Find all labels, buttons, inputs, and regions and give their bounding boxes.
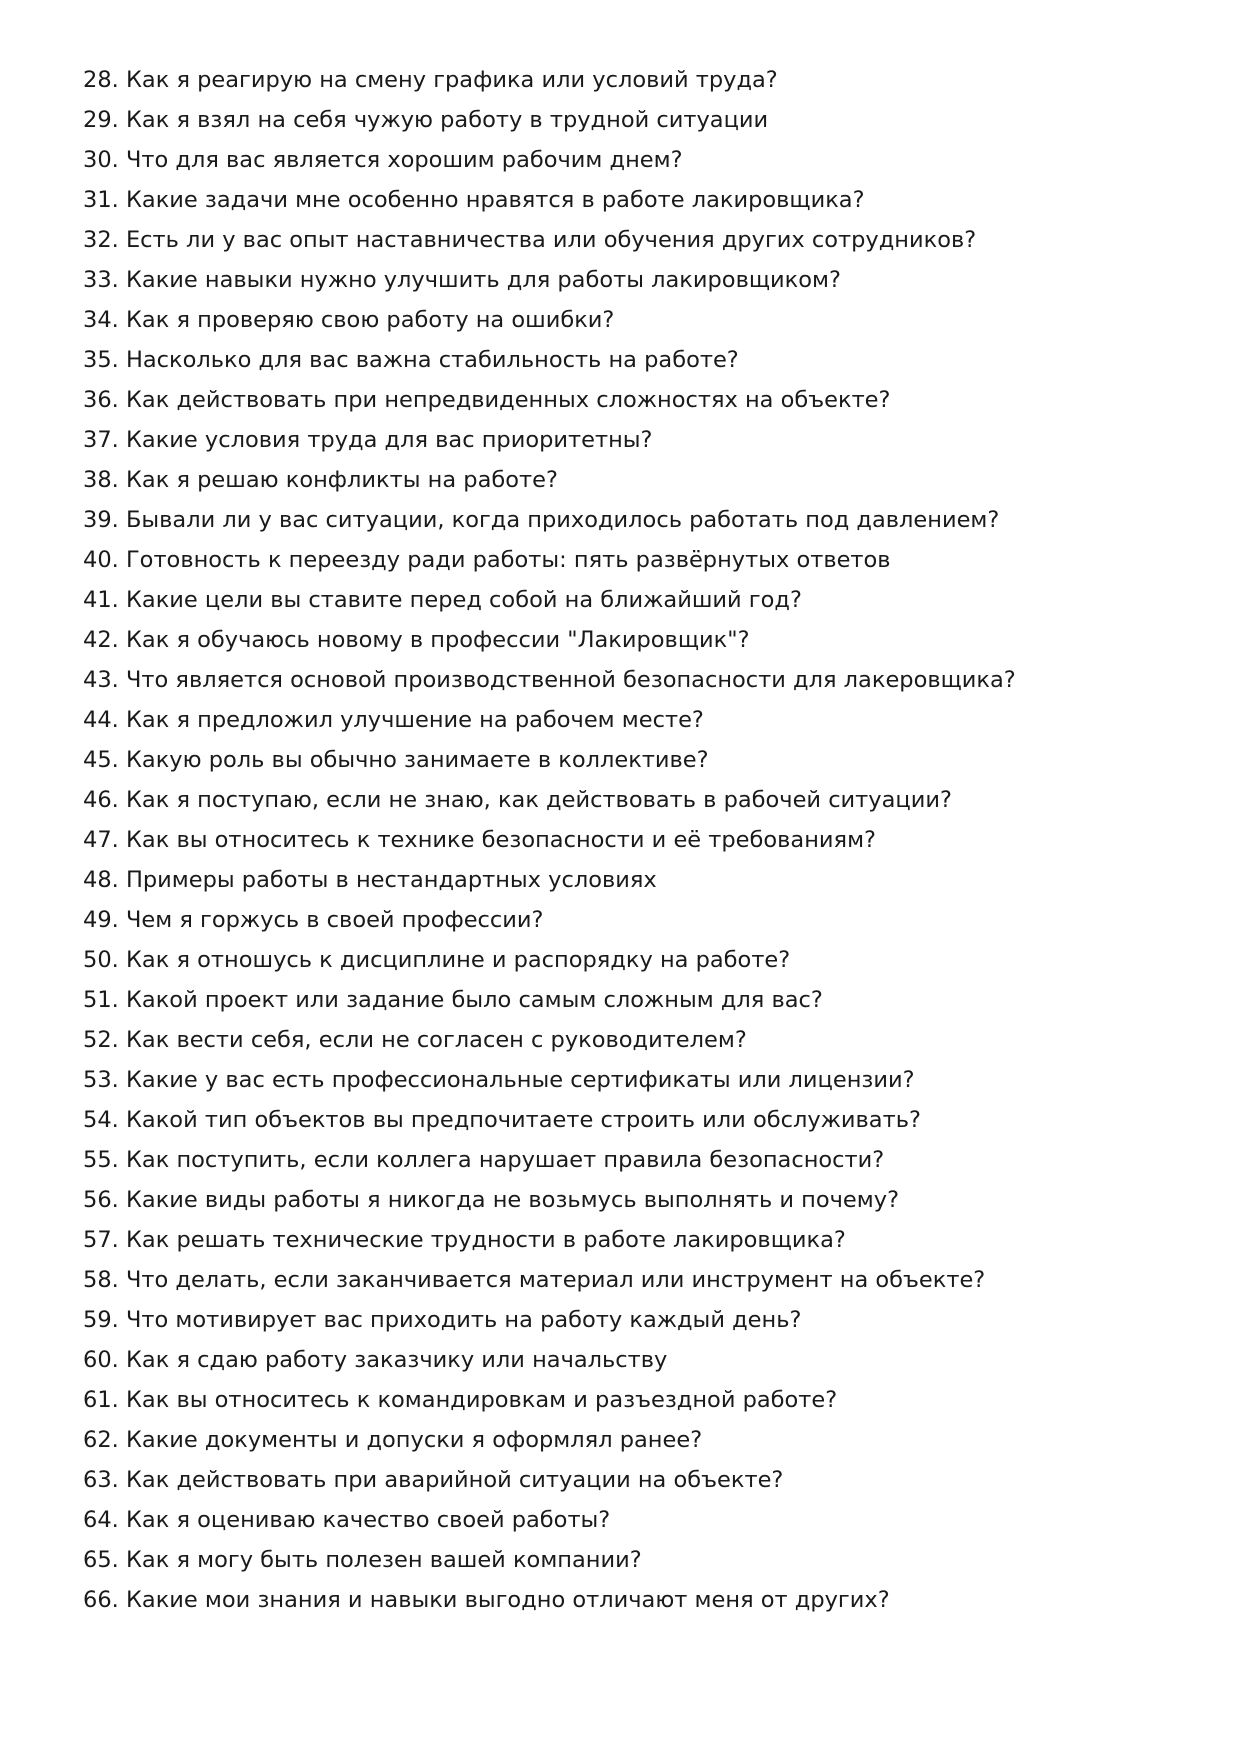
question-item — [83, 1460, 1183, 1500]
question-item — [83, 1140, 1183, 1180]
question-text: Как действовать при аварийной ситуации на объекте? — [125, 1467, 784, 1493]
question-number: 38. — [83, 467, 119, 493]
question-number: 45. — [83, 747, 119, 773]
question-text: Чем я горжусь в своей профессии? — [125, 907, 544, 933]
question-text: Как решать технические трудности в работе лакировщика? — [125, 1227, 846, 1253]
question-item — [83, 340, 1183, 380]
question-text: Что мотивирует вас приходить на работу каждый день? — [125, 1307, 802, 1333]
question-text: Какие мои знания и навыки выгодно отличают меня от других? — [125, 1587, 890, 1613]
question-text: Как я проверяю свою работу на ошибки? — [125, 307, 615, 333]
question-number: 57. — [83, 1227, 119, 1253]
question-item — [83, 1020, 1183, 1060]
question-item — [83, 260, 1183, 300]
question-number: 28. — [83, 67, 119, 93]
question-text: Бывали ли у вас ситуации, когда приходилось работать под давлением? — [125, 507, 1000, 533]
question-item — [83, 740, 1183, 780]
question-text: Какие документы и допуски я оформлял ранее? — [125, 1427, 703, 1453]
question-item — [83, 1500, 1183, 1540]
question-text: Какие виды работы я никогда не возьмусь выполнять и почему? — [125, 1187, 900, 1213]
question-number: 32. — [83, 227, 119, 253]
question-item — [83, 300, 1183, 340]
question-number: 55. — [83, 1147, 119, 1173]
question-number: 49. — [83, 907, 119, 933]
question-number: 29. — [83, 107, 119, 133]
question-text: Какой проект или задание было самым сложным для вас? — [125, 987, 823, 1013]
question-item — [83, 700, 1183, 740]
question-number: 60. — [83, 1347, 119, 1373]
question-item — [83, 620, 1183, 660]
question-item — [83, 540, 1183, 580]
question-text: Как я взял на себя чужую работу в трудной ситуации — [125, 107, 769, 133]
question-number: 35. — [83, 347, 119, 373]
question-number: 51. — [83, 987, 119, 1013]
question-item — [83, 1420, 1183, 1460]
question-item — [83, 460, 1183, 500]
question-number: 40. — [83, 547, 119, 573]
question-list — [83, 60, 1183, 1620]
question-item — [83, 1100, 1183, 1140]
question-item — [83, 1220, 1183, 1260]
question-item — [83, 380, 1183, 420]
question-number: 59. — [83, 1307, 119, 1333]
question-item — [83, 1580, 1183, 1620]
question-text: Что делать, если заканчивается материал или инструмент на объекте? — [125, 1267, 986, 1293]
question-number: 47. — [83, 827, 119, 853]
question-number: 52. — [83, 1027, 119, 1053]
question-text: Как я обучаюсь новому в профессии "Лакировщик"? — [125, 627, 750, 653]
question-number: 42. — [83, 627, 119, 653]
question-item — [83, 860, 1183, 900]
question-text: Как я поступаю, если не знаю, как действовать в рабочей ситуации? — [125, 787, 952, 813]
question-number: 33. — [83, 267, 119, 293]
question-item — [83, 1060, 1183, 1100]
question-item — [83, 1380, 1183, 1420]
question-text: Как я решаю конфликты на работе? — [125, 467, 558, 493]
question-number: 41. — [83, 587, 119, 613]
question-item — [83, 1300, 1183, 1340]
question-text: Как я оцениваю качество своей работы? — [125, 1507, 611, 1533]
question-number: 53. — [83, 1067, 119, 1093]
question-number: 48. — [83, 867, 119, 893]
question-item — [83, 900, 1183, 940]
question-item — [83, 580, 1183, 620]
question-number: 58. — [83, 1267, 119, 1293]
question-item — [83, 1180, 1183, 1220]
question-item — [83, 1540, 1183, 1580]
question-text: Как я предложил улучшение на рабочем месте? — [125, 707, 704, 733]
question-number: 61. — [83, 1387, 119, 1413]
question-number: 65. — [83, 1547, 119, 1573]
question-text: Что является основой производственной безопасности для лакеровщика? — [125, 667, 1016, 693]
question-text: Как я реагирую на смену графика или условий труда? — [125, 67, 778, 93]
question-number: 30. — [83, 147, 119, 173]
question-text: Как я сдаю работу заказчику или начальству — [125, 1347, 668, 1373]
question-text: Какой тип объектов вы предпочитаете строить или обслуживать? — [125, 1107, 921, 1133]
question-item — [83, 60, 1183, 100]
question-text: Примеры работы в нестандартных условиях — [125, 867, 657, 893]
question-item — [83, 100, 1183, 140]
question-number: 43. — [83, 667, 119, 693]
question-item — [83, 780, 1183, 820]
question-number: 36. — [83, 387, 119, 413]
question-number: 46. — [83, 787, 119, 813]
question-item — [83, 220, 1183, 260]
question-text: Как я отношусь к дисциплине и распорядку на работе? — [125, 947, 791, 973]
question-number: 64. — [83, 1507, 119, 1533]
question-item — [83, 1260, 1183, 1300]
question-text: Как вы относитесь к командировкам и разъездной работе? — [125, 1387, 838, 1413]
question-text: Какие навыки нужно улучшить для работы лакировщиком? — [125, 267, 841, 293]
question-text: Какую роль вы обычно занимаете в коллективе? — [125, 747, 709, 773]
question-text: Какие условия труда для вас приоритетны? — [125, 427, 653, 453]
question-number: 62. — [83, 1427, 119, 1453]
question-text: Какие у вас есть профессиональные сертификаты или лицензии? — [125, 1067, 915, 1093]
question-number: 56. — [83, 1187, 119, 1213]
question-item — [83, 980, 1183, 1020]
question-text: Как вести себя, если не согласен с руководителем? — [125, 1027, 747, 1053]
question-number: 39. — [83, 507, 119, 533]
question-text: Какие задачи мне особенно нравятся в работе лакировщика? — [125, 187, 865, 213]
question-number: 50. — [83, 947, 119, 973]
question-number: 54. — [83, 1107, 119, 1133]
question-item — [83, 180, 1183, 220]
question-item — [83, 1340, 1183, 1380]
question-number: 66. — [83, 1587, 119, 1613]
question-text: Как поступить, если коллега нарушает правила безопасности? — [125, 1147, 885, 1173]
question-item — [83, 820, 1183, 860]
question-text: Насколько для вас важна стабильность на работе? — [125, 347, 739, 373]
question-text: Что для вас является хорошим рабочим днем? — [125, 147, 683, 173]
question-item — [83, 660, 1183, 700]
question-text: Как я могу быть полезен вашей компании? — [125, 1547, 642, 1573]
question-number: 37. — [83, 427, 119, 453]
question-item — [83, 140, 1183, 180]
question-text: Какие цели вы ставите перед собой на ближайший год? — [125, 587, 802, 613]
question-number: 31. — [83, 187, 119, 213]
question-text: Как вы относитесь к технике безопасности и её требованиям? — [125, 827, 877, 853]
question-number: 44. — [83, 707, 119, 733]
question-item — [83, 420, 1183, 460]
question-number: 34. — [83, 307, 119, 333]
question-item — [83, 940, 1183, 980]
question-text: Как действовать при непредвиденных сложностях на объекте? — [125, 387, 891, 413]
question-text: Есть ли у вас опыт наставничества или обучения других сотрудников? — [125, 227, 977, 253]
question-item — [83, 500, 1183, 540]
question-text: Готовность к переезду ради работы: пять развёрнутых ответов — [125, 547, 891, 573]
question-number: 63. — [83, 1467, 119, 1493]
